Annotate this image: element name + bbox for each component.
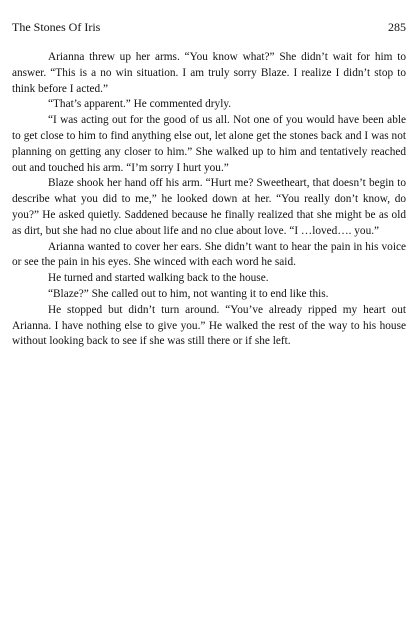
paragraph: Arianna threw up her arms. “You know what?” She didn’t wait for him to answer. “This is a no win situation. I am truly sorry Blaze. I realize I didn’t stop to think before I acted.” bbox=[12, 51, 406, 95]
book-title: The Stones Of Iris bbox=[12, 20, 101, 34]
paragraph: “Blaze?” She called out to him, not wanting it to end like this. bbox=[48, 287, 329, 300]
paragraph: He stopped but didn’t turn around. “You’ve already ripped my heart out Arianna. I have nothing else to give you.” He walked the rest of the way to his house without looking back to see if she was still there or if she left. bbox=[12, 303, 406, 348]
body-text bbox=[12, 50, 406, 350]
page-number: 285 bbox=[388, 20, 406, 34]
paragraph: “I was acting out for the good of us all. Not one of you would have been able to get close to him to find anything else out, let alone get the stones back and I was not planning on getting any closer to him.” She walked up to him and tentatively reached out and touched his arm. “I’m sorry I hurt you.” bbox=[12, 114, 406, 174]
running-header bbox=[12, 20, 406, 34]
paragraph: Blaze shook her hand off his arm. “Hurt me? Sweetheart, that doesn’t begin to describe what you did to me,” he looked down at her. “You really don’t know, do you?” He asked quietly. Saddened because he finally realized that she might be as old as dirt, but she had no clue about life and no clue about love. “I …loved…. you.” bbox=[12, 177, 406, 237]
paragraph: He turned and started walking back to the house. bbox=[48, 272, 269, 285]
paragraph: “That’s apparent.” He commented dryly. bbox=[48, 98, 232, 111]
paragraph: Arianna wanted to cover her ears. She didn’t want to hear the pain in his voice or see the pain in his eyes. She winced with each word he said. bbox=[12, 240, 406, 269]
